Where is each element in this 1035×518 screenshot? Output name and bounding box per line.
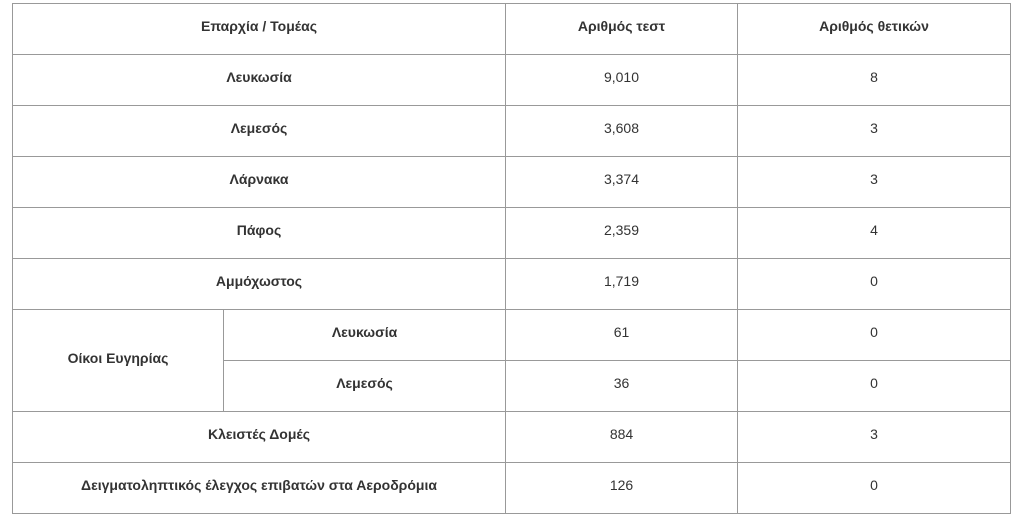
- table-row: [13, 208, 1011, 259]
- positives-cell: 4: [738, 208, 1011, 259]
- region-cell: Λεμεσός: [224, 361, 506, 412]
- tests-cell: 126: [506, 463, 738, 514]
- positives-cell: 0: [738, 259, 1011, 310]
- positives-cell: 8: [738, 55, 1011, 106]
- region-cell: Κλειστές Δομές: [13, 412, 506, 463]
- header-region: Επαρχία / Τομέας: [13, 4, 506, 55]
- table-row: [13, 412, 1011, 463]
- positives-cell: 0: [738, 310, 1011, 361]
- positives-cell: 0: [738, 361, 1011, 412]
- positives-cell: 0: [738, 463, 1011, 514]
- tests-cell: 2,359: [506, 208, 738, 259]
- tests-cell: 3,608: [506, 106, 738, 157]
- tests-cell: 36: [506, 361, 738, 412]
- table-row: [13, 259, 1011, 310]
- region-cell: Λεμεσός: [13, 106, 506, 157]
- region-cell: Λάρνακα: [13, 157, 506, 208]
- table-row: [13, 157, 1011, 208]
- header-tests: Αριθμός τεστ: [506, 4, 738, 55]
- positives-cell: 3: [738, 106, 1011, 157]
- region-cell: Λευκωσία: [13, 55, 506, 106]
- care-homes-group-cell: Οίκοι Ευγηρίας: [13, 310, 224, 412]
- table-row: [13, 106, 1011, 157]
- table-row: [13, 310, 1011, 361]
- results-table: [12, 3, 1011, 514]
- table-row: [13, 463, 1011, 514]
- tests-cell: 3,374: [506, 157, 738, 208]
- table-header-row: [13, 4, 1011, 55]
- tests-cell: 9,010: [506, 55, 738, 106]
- region-cell: Δειγματοληπτικός έλεγχος επιβατών στα Αεροδρόμια: [13, 463, 506, 514]
- table-row: [13, 55, 1011, 106]
- positives-cell: 3: [738, 157, 1011, 208]
- tests-cell: 61: [506, 310, 738, 361]
- tests-cell: 884: [506, 412, 738, 463]
- tests-cell: 1,719: [506, 259, 738, 310]
- region-cell: Αμμόχωστος: [13, 259, 506, 310]
- region-cell: Πάφος: [13, 208, 506, 259]
- positives-cell: 3: [738, 412, 1011, 463]
- region-cell: Λευκωσία: [224, 310, 506, 361]
- header-positives: Αριθμός θετικών: [738, 4, 1011, 55]
- results-table-container: [12, 3, 1011, 514]
